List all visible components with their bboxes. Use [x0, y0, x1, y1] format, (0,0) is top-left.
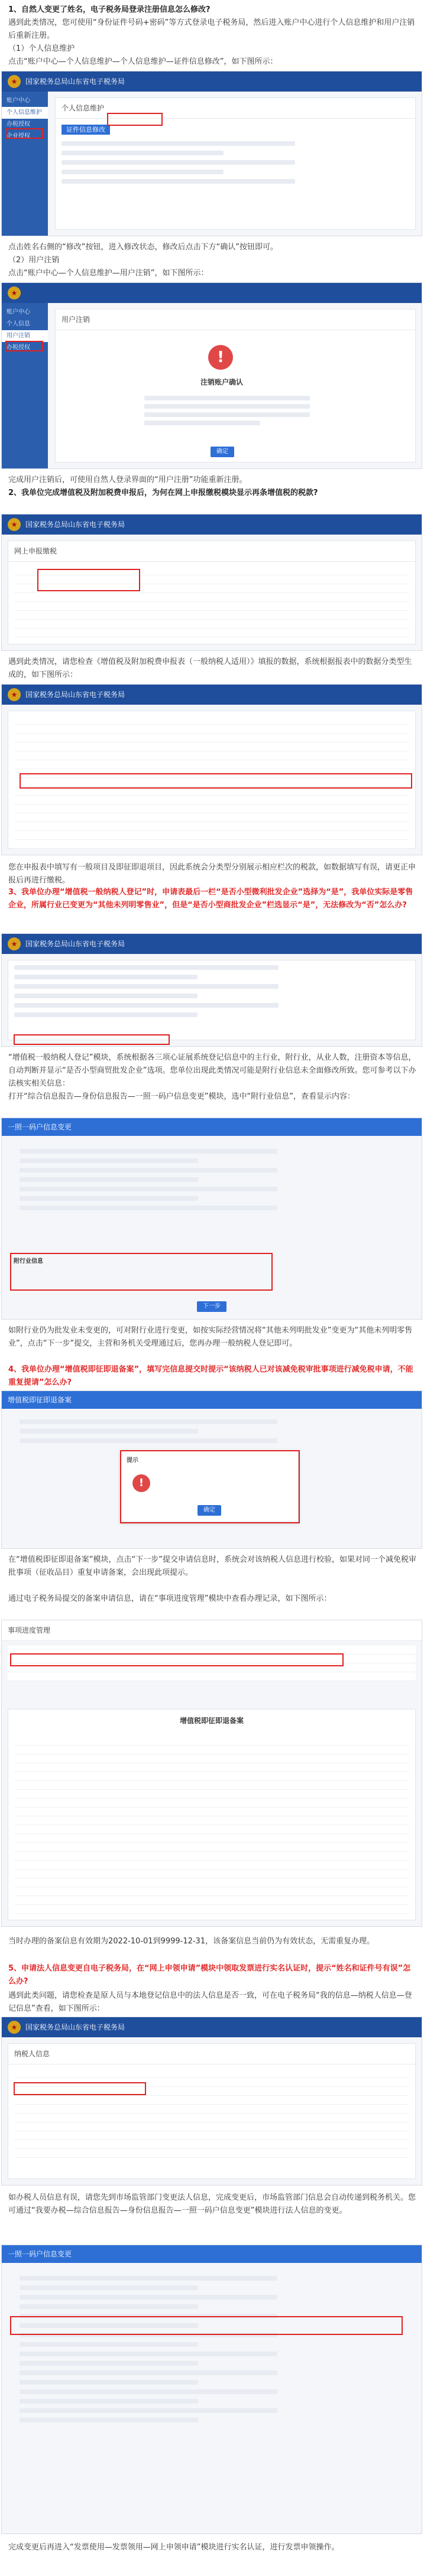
- panel-title: 网上申报缴税: [8, 541, 415, 562]
- screenshot-cancel-account: ★ 账户中心 个人信息 用户注销 办税授权 用户注销 ! 注销账户确认 确定: [1, 282, 422, 469]
- tax-emblem-icon: ★: [8, 518, 21, 531]
- content-panel: [8, 540, 416, 644]
- answer-2-text: 遇到此类情况，请您检查《增值税及附加税费申报表（一般纳税人适用）》填报的数据，系统根据报表中的数据分类型生成的，如下图所示：: [8, 657, 412, 679]
- answer-3-text-2: 打开“综合信息报告—身份信息报告—一照一码户信息变更”模块，选中“附行业信息”，查看显示内容：: [8, 1092, 355, 1101]
- highlight-box: [120, 1450, 300, 1523]
- question-4: 4、我单位办理“增值税即征即退备案”，填写完信息提交时提示“该纳税人已对该减免税审批事项进行减免税申请，不能重复提请”怎么办?: [8, 1365, 413, 1387]
- question-1: 1、自然人变更了姓名，电子税务局登录注册信息怎么修改?: [8, 5, 211, 14]
- answer-1-text: 遇到此类情况，您可使用“身份证件号码+密码”等方式登录电子税务局，然后进入账户中心进行个人信息维护和用户注销后重新注册。: [8, 18, 415, 40]
- highlight-box: [107, 113, 163, 126]
- site-title: 国家税务总局山东省电子税务局: [25, 77, 125, 86]
- answer-4-text-3: 当时办理的备案信息有效期为2022-10-01到9999-12-31，该备案信息当前仍为有效状态，无需重复办理。: [8, 1937, 375, 1946]
- tax-emblem-icon: ★: [8, 75, 21, 88]
- screenshot-tax-payment: ★ 国家税务总局山东省电子税务局 网上申报缴税: [1, 514, 422, 651]
- panel-title: 纳税人信息: [8, 2044, 415, 2064]
- banner-title: 一照一码户信息变更: [2, 1118, 422, 1136]
- highlight-box: [10, 2316, 403, 2335]
- tax-emblem-icon: ★: [8, 937, 21, 950]
- screenshot-vat-registration: ★ 国家税务总局山东省电子税务局: [1, 933, 422, 1047]
- answer-1-after-1: 点击姓名右侧的“修改”按钮，进入修改状态，修改后点击下方“确认”按钮即可。: [8, 243, 278, 252]
- highlight-box: [14, 1034, 170, 1045]
- dialog-title: 注销账户确认: [200, 378, 244, 386]
- answer-2-text-2: 您在申报表中填写有一般项目及即征即退项目，因此系统会分类型分别展示相应栏次的税款，如数据填写有误，请更正申报后再进行缴税。: [8, 863, 416, 885]
- screenshot-refund-filing: [1, 1390, 422, 1549]
- screenshot-vat-return: ★ 国家税务总局山东省电子税务局: [1, 684, 422, 855]
- screenshot-progress: [1, 1620, 422, 1927]
- site-header: [2, 71, 422, 92]
- answer-5-text-1: 遇到此类问题，请您检查是原人员与本地登记信息中的法人信息是否一致，可在电子税务局“我的信息—纳税人信息—登记信息”查看，如下图所示：: [8, 1991, 412, 2013]
- answer-3-text-1: “增值税一般纳税人登记”模块，系统根据各三项心证展系统登记信息中的主行业，附行业，从业人数，注册资本等信息，自动判断并显示“是否小型商贸批发企业”选项。您单位出现此类情况可能是附行业信息未全面修改所致。您可参考以下办法核实相关信息：: [8, 1053, 416, 1088]
- highlight-box: [10, 1253, 273, 1291]
- panel-title: 个人信息维护: [56, 98, 415, 119]
- tax-emblem-icon: ★: [8, 2021, 21, 2034]
- answer-4-text-1: 在“增值税即征即退备案”模块，点击“下一步”提交申请信息时，系统会对该纳税人信息进行校验，如果对同一个减免税审批事项（征收品目）重复申请备案，会出现此项提示。: [8, 1555, 416, 1577]
- tax-emblem-icon: ★: [8, 688, 21, 701]
- screenshot-info-change: [1, 1118, 422, 1320]
- next-button[interactable]: 下一步: [197, 1301, 226, 1312]
- answer-3-text-3: 如附行业仍为批发业未变更的，可对附行业进行变更，如按实际经营情况将“其他未列明批发业”变更为“其他未列明零售业”，点击“下一步”提交，主营和务机关受理通过后，您再办理一般纳税人登记即可。: [8, 1326, 413, 1348]
- answer-4-text-2: 通过电子税务局提交的备案申请信息，请在“事项进度管理”模块中查看办理记录，如下图所示：: [8, 1594, 332, 1603]
- question-3: 3、我单位办理“增值税一般纳税人登记”时，申请表最后一栏“是否小型微利批发企业”选择为“是”，我单位实际是零售企业，所属行业已变更为“其他未列明零售业”，但是“是否小型商批发企业”栏选显示“是”，无法修改为“否”怎么办?: [8, 888, 413, 910]
- tab-id-info[interactable]: 证件信息修改: [62, 125, 110, 135]
- answer-5-text-2: 如办税人员信息有误，请您先到市场监管部门变更法人信息，完成变更后，市场监管部门信息会自动传递到税务机关。您可通过“我要办税—综合信息报告—身份信息报告—一照一码户信息变更”模块进行法人信息的变更。: [8, 2193, 416, 2215]
- question-2: 2、我单位完成增值税及附加税费申报后，为何在网上申报缴税模块显示再条增值税的税款?: [8, 489, 318, 497]
- answer-1-path-2: 点击“账户中心—个人信息维护—用户注销”，如下图所示：: [8, 269, 209, 278]
- tax-emblem-icon: ★: [8, 286, 21, 299]
- ok-button[interactable]: 确定: [198, 1505, 221, 1516]
- highlight-box: [10, 1653, 344, 1666]
- answer-1-path-1: 点击“账户中心—个人信息维护—个人信息维护—证件信息修改”，如下图所示：: [8, 57, 278, 66]
- question-5: 5、申请法人信息变更自电子税务局，在“网上申领申请”模块中领取发票进行实名认证时，提示“姓名和证件号有误”怎么办?: [8, 1964, 411, 1986]
- dialog-title: 提示: [127, 1457, 138, 1464]
- warning-icon: !: [208, 345, 233, 370]
- section-title: 附行业信息: [14, 1258, 43, 1265]
- highlight-box: [5, 128, 43, 139]
- answer-1-after-2: 完成用户注销后，可使用自然人登录界面的“用户注册”功能重新注册。: [8, 476, 247, 484]
- highlight-box: [5, 341, 43, 351]
- warning-icon: !: [132, 1474, 150, 1492]
- detail-title: 增值税即征即退备案: [179, 1717, 244, 1725]
- confirm-button[interactable]: 确定: [211, 447, 234, 457]
- panel-title: 用户注销: [56, 310, 415, 330]
- banner-title: 一照一码户信息变更: [2, 2245, 422, 2263]
- sidebar-item-active[interactable]: 用户注销: [2, 330, 48, 342]
- answer-1-step-1: （1）个人信息维护: [8, 44, 75, 53]
- screenshot-info-change-legal: [1, 2245, 422, 2534]
- sidebar-item-active[interactable]: 个人信息维护: [2, 107, 48, 119]
- content-panel: [55, 309, 416, 463]
- answer-1-step-2: （2）用户注销: [8, 256, 60, 265]
- panel-title: 事项进度管理: [2, 1620, 422, 1641]
- highlight-box: [14, 2082, 146, 2095]
- answer-5-text-3: 完成变更后再进入“发票使用—发票领用—网上申领申请”模块进行实名认证，进行发票申领操作。: [8, 2543, 339, 2552]
- screenshot-taxpayer-info: ★ 国家税务总局山东省电子税务局 纳税人信息: [1, 2017, 422, 2186]
- highlight-box: [37, 569, 140, 591]
- banner-title: 增值税即征即退备案: [2, 1391, 422, 1409]
- screenshot-personal-info: [1, 71, 422, 236]
- sidebar: 账户中心 个人信息维护 办税授权 企业授权: [2, 92, 48, 236]
- highlight-box: [20, 773, 412, 789]
